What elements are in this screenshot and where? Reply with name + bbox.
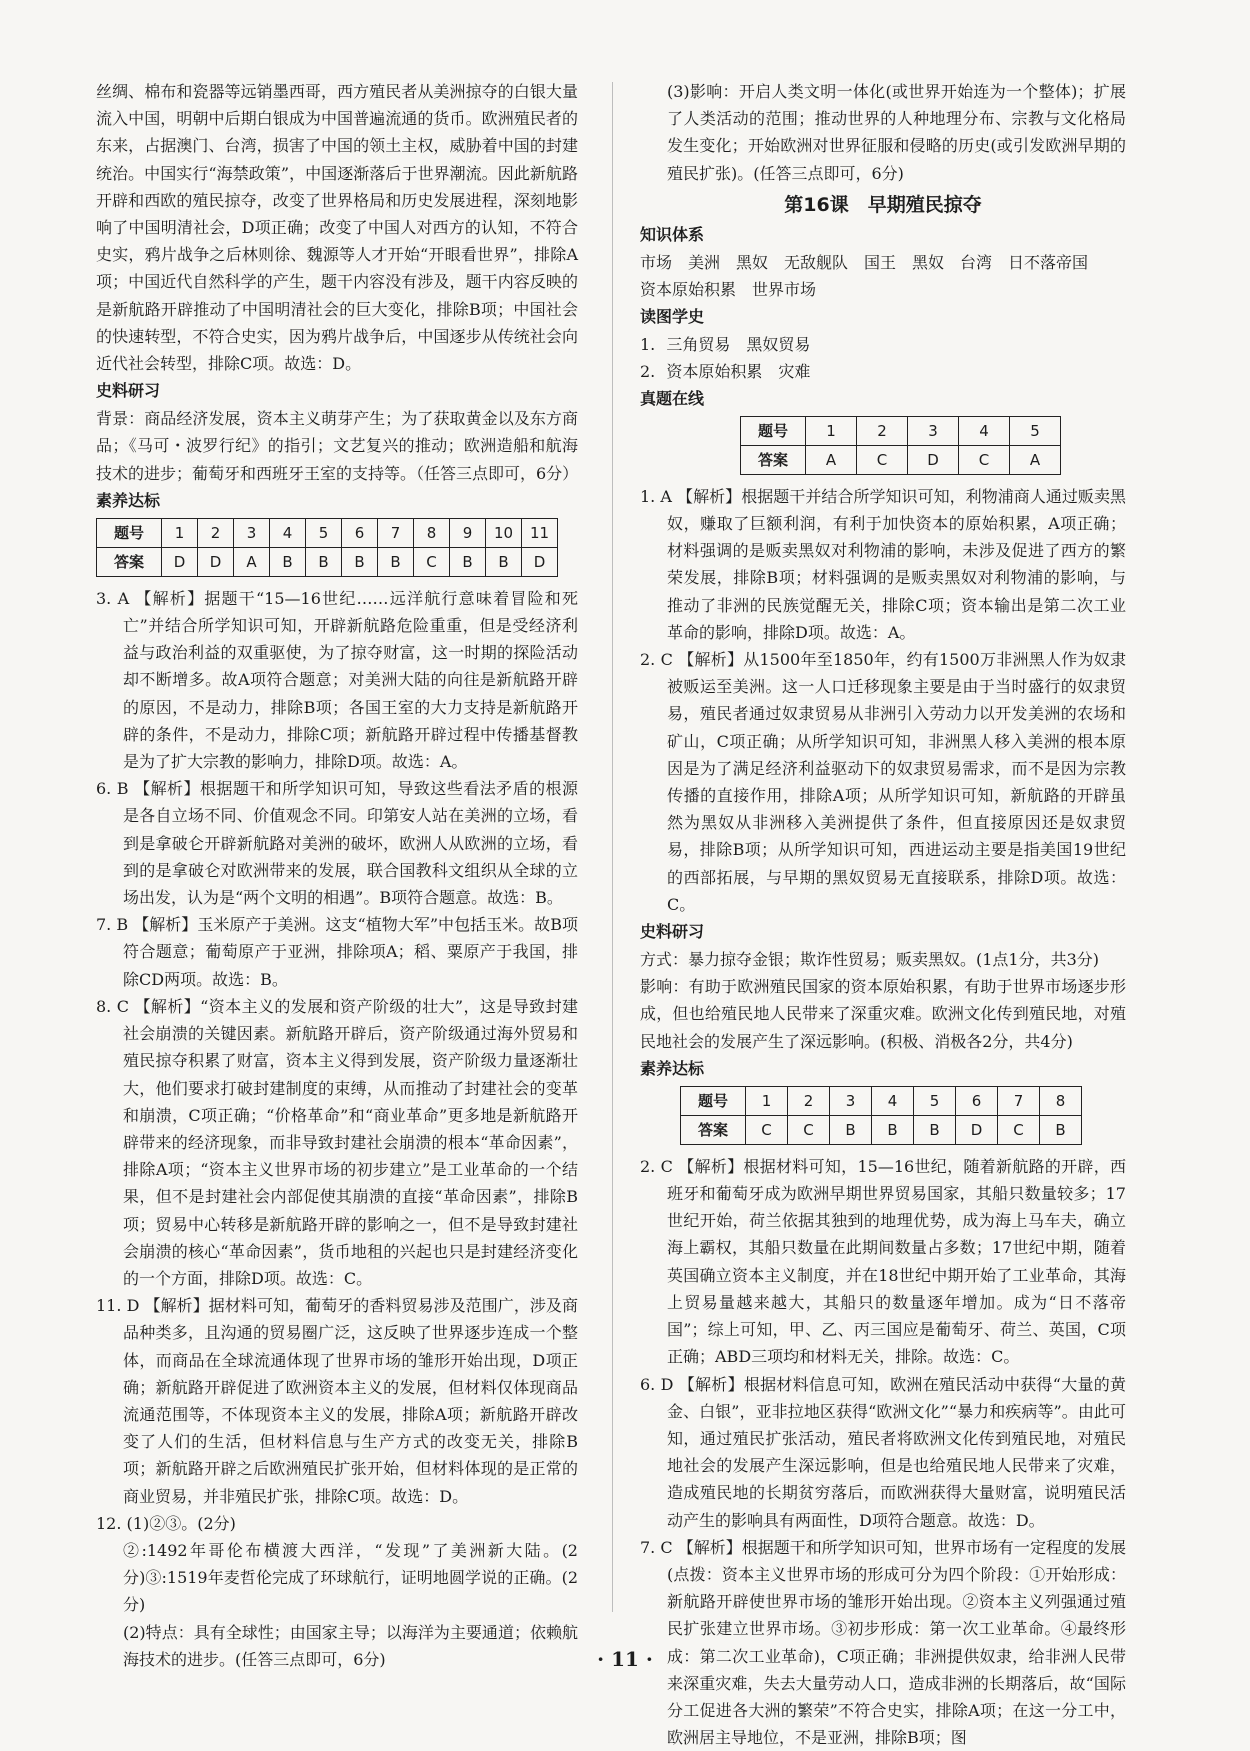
section-heading-shiliao: 史料研习 — [96, 381, 161, 401]
section-heading-dutu: 读图学史 — [640, 306, 705, 326]
table-answer: C — [746, 1115, 788, 1144]
table-answer: B — [486, 547, 522, 576]
table-head-label: 题号 — [97, 518, 162, 547]
table-answer: B — [342, 547, 378, 576]
question-8-explanation: 8. C 【解析】“资本主义的发展和资产阶级的壮大”，这是导致封建社会崩溃的关键因素。新航路开辟后，资产阶级通过海外贸易和殖民掠夺积累了财富，资本主义得到发展，资产阶级力量逐渐壮大，他们要求打破封建制度的束缚，从而推动了封建社会的变革和崩溃，C项正确；“价格革命”和“商业革命”更多地是新航路开辟带来的经济现象，而非导致封建社会崩溃的根本“革命因素”，排除A项；“资本主义世界市场的初步建立”是工业革命的一个结果，但不是封建社会内部促使其崩溃的直接“革命因素”，排除B项；贸易中心转移是新航路开辟的影响之一，但不是导致封建社会崩溃的核心“革命因素”，货币地租的兴起也只是封建经济变化的一个方面，排除D项。故选：C。 — [96, 996, 578, 1288]
question-3-explanation: 3. A 【解析】据题干“15—16世纪……远洋航行意味着冒险和死亡”并结合所学知识可知，开辟新航路危险重重，但是受经济利益与政治利益的双重驱使，为了掠夺财富，这一时期的探险活动却不断增多。故A项符合题意；对美洲大陆的向往是新航路开辟的原因，不是动力，排除B项；各国王室的大力支持是新航路开辟的条件，不是动力，排除C项；新航路开辟过程中传播基督教是为了扩大宗教的影响力，排除D项。故选：A。 — [96, 588, 578, 772]
table-answer: B — [1040, 1115, 1082, 1144]
table-num: 10 — [486, 518, 522, 547]
table-answer: A — [234, 547, 270, 576]
table-answer: C — [414, 547, 450, 576]
table-answer: C — [998, 1115, 1040, 1144]
practice-question-2-explanation: 2. C 【解析】根据材料可知，15—16世纪，随着新航路的开辟，西班牙和葡萄牙成为欧洲早期世界贸易国家，其船只数量较多；17世纪开始，荷兰依据其独到的地理优势，成为海上马车夫，确立海上霸权，其船只数量在此期间数量占多数；17世纪中期，随着英国确立资本主义制度，并在18世纪中期开始了工业革命，其海上贸易量越来越大，其船只的数量逐年增加。成为“日不落帝国”；综上可知，甲、乙、丙三国应是葡萄牙、荷兰、英国，C项正确；ABD三项均和材料无关，排除。故选：C。 — [640, 1156, 1126, 1367]
table-num: 7 — [378, 518, 414, 547]
right-column — [640, 78, 1126, 1751]
table-answer: D — [162, 547, 198, 576]
table-answer: A — [1010, 445, 1061, 474]
table-num: 3 — [830, 1086, 872, 1115]
table-answer: C — [959, 445, 1010, 474]
table-num: 4 — [872, 1086, 914, 1115]
table-num: 5 — [1010, 416, 1061, 445]
exam-question-2-explanation: 2. C 【解析】从1500年至1850年，约有1500万非洲黑人作为奴隶被贩运至美洲。这一人口迁移现象主要是由于当时盛行的奴隶贸易，殖民者通过奴隶贸易从非洲引入劳动力以开发美洲的农场和矿山，C项正确；从所学知识可知，非洲黑人移入美洲的根本原因是为了满足经济利益驱动下的奴隶贸易需求，而不是因为宗教传播的直接作用，排除A项；从所学知识可知，新航路的开辟虽然为黑奴从非洲移入美洲提供了条件，但直接原因还是奴隶贸易，排除B项；从所学知识可知，西进运动主要是指美国19世纪的西部拓展，与早期的黑奴贸易无直接联系，排除D项。故选：C。 — [640, 650, 1126, 914]
table-num: 9 — [450, 518, 486, 547]
table-answer: C — [857, 445, 908, 474]
table-num: 2 — [788, 1086, 830, 1115]
practice-answer-table — [680, 1086, 1082, 1145]
table-num: 7 — [998, 1086, 1040, 1115]
table-answer: B — [450, 547, 486, 576]
shiliao-text: 背景：商品经济发展，资本主义萌芽产生；为了获取黄金以及东方商品；《马可・波罗行纪》的指引；文艺复兴的推动；欧洲造船和航海技术的进步；葡萄牙和西班牙王室的支持等。（任答三点即可，6分） — [96, 409, 579, 483]
lesson-title: 第16课 早期殖民掠夺 — [784, 193, 982, 216]
table-answer: B — [270, 547, 306, 576]
question-12-part2: (2)特点：具有全球性；由国家主导；以海洋为主要通道；依赖航海技术的进步。(任答三点即可，6分) — [123, 1622, 578, 1669]
table-num: 5 — [914, 1086, 956, 1115]
table-num: 1 — [806, 416, 857, 445]
section-heading-zhishi: 知识体系 — [640, 224, 705, 244]
page-number: · 11 · — [597, 1647, 653, 1671]
table-num: 6 — [342, 518, 378, 547]
table-num: 1 — [746, 1086, 788, 1115]
answer-table-header-row — [97, 518, 558, 547]
question-7-explanation: 7. B 【解析】玉米原产于美洲。这支“植物大军”中包括玉米。故B项符合题意；葡萄原产于亚洲，排除项A；稻、粟原产于我国，排除CD两项。故选：B。 — [96, 915, 578, 989]
exam-table-answer-row — [741, 445, 1061, 474]
table-num: 8 — [1040, 1086, 1082, 1115]
table-answer: B — [378, 547, 414, 576]
practice-question-6-explanation: 6. D 【解析】根据材料信息可知，欧洲在殖民活动中获得“大量的黄金、白银”，亚非拉地区获得“欧洲文化”“暴力和疾病等”。由此可知，通过殖民扩张活动，殖民者将欧洲文化传到殖民地，对殖民地社会的发展产生深远影响，但是也给殖民地人民带来了灾难，造成殖民地的长期贫穷落后，而欧洲获得大量财富，说明殖民活动产生的影响具有两面性，D项符合题意。故选：D。 — [640, 1374, 1126, 1530]
intro-paragraph: 丝绸、棉布和瓷器等远销墨西哥，西方殖民者从美洲掠夺的白银大量流入中国，明朝中后期白银成为中国普遍流通的货币。欧洲殖民者的东来，占据澳门、台湾，损害了中国的领土主权，威胁着中国的封建统治。中国实行“海禁政策”，中国逐渐落后于世界潮流。因此新航路开辟和西欧的殖民掠夺，改变了世界格局和历史发展进程，深刻地影响了中国明清社会，D项正确；改变了中国人对西方的认知，不符合史实，鸦片战争之后林则徐、魏源等人才开始“开眼看世界”，排除A项；中国近代自然科学的产生，题干内容没有涉及，题干内容反映的是新航路开辟推动了中国明清社会的巨大变化，排除B项；中国社会的快速转型，不符合史实，因为鸦片战争后，中国逐步从传统社会向近代社会转型，排除C项。故选：D。 — [96, 82, 578, 374]
table-answer: D — [956, 1115, 998, 1144]
practice-table-answer-row — [681, 1115, 1082, 1144]
table-answer: B — [914, 1115, 956, 1144]
map-reading-item-2: 2. 资本原始积累 灾难 — [640, 361, 811, 381]
question-12-part3: (3)影响：开启人类文明一体化(或世界开始连为一个整体)；扩展了人类活动的范围；推动世界的人种地理分布、宗教与文化格局发生变化；开始欧洲对世界征服和侵略的历史(或引发欧洲早期的殖民扩张)。(任答三点即可，6分) — [667, 82, 1126, 183]
practice-question-7-explanation: 7. C 【解析】根据题干和所学知识可知，世界市场有一定程度的发展(点拨：资本主义世界市场的形成可分为四个阶段：①开始形成：新航路开辟使世界市场的雏形开始出现。②资本主义列强通过殖民扩张建立世界市场。③初步形成：第一次工业革命。④最终形成：第二次工业革命)，C项正确；非洲提供奴隶，给非洲人民带来深重灾难，失去大量劳动人口，造成非洲的长期落后，故“国际分工促进各大洲的繁荣”不符合史实，排除A项；在这一分工中，欧洲居主导地位，不是亚洲，排除B项；图 — [640, 1537, 1126, 1748]
shiliao-methods: 方式：暴力掠夺金银；欺诈性贸易；贩卖黑奴。(1点1分，共3分) — [640, 950, 1100, 970]
question-12-part1-detail: ②:1492年哥伦布横渡大西洋，“发现”了美洲新大陆。(2分)③:1519年麦哲伦完成了环球航行，证明地圆学说的正确。(2分) — [123, 1540, 578, 1615]
question-12-part1: 12. (1)②③。(2分) — [96, 1513, 236, 1533]
left-column — [96, 78, 578, 1673]
table-answer: D — [198, 547, 234, 576]
table-num: 5 — [306, 518, 342, 547]
table-num: 8 — [414, 518, 450, 547]
table-answer: D — [522, 547, 558, 576]
question-6-explanation: 6. B 【解析】根据题干和所学知识可知，导致这些看法矛盾的根源是各自立场不同、价值观念不同。印第安人站在美洲的立场，看到是拿破仑开辟新航路对美洲的破坏，欧洲人从欧洲的立场，看到的是拿破仑对欧洲带来的发展，联合国教科文组织从全球的立场出发，认为是“两个文明的相遇”。B项符合题意。故选：B。 — [96, 779, 578, 908]
answer-table-answer-row — [97, 547, 558, 576]
table-num: 2 — [857, 416, 908, 445]
table-answer: D — [908, 445, 959, 474]
knowledge-terms-line1: 市场 美洲 黑奴 无敌舰队 国王 黑奴 台湾 日不落帝国 — [640, 252, 1089, 272]
table-answer: B — [306, 547, 342, 576]
table-answer: C — [788, 1115, 830, 1144]
table-num: 3 — [908, 416, 959, 445]
table-num: 2 — [198, 518, 234, 547]
table-num: 6 — [956, 1086, 998, 1115]
table-head-label: 题号 — [741, 416, 806, 445]
question-11-explanation: 11. D 【解析】据材料可知，葡萄牙的香料贸易涉及范围广，涉及商品种类多，且沟通的贸易圈广泛，这反映了世界逐步连成一个整体，而商品在全球流通体现了世界市场的雏形开始出现，D项正确；新航路开辟促进了欧洲资本主义的发展，但材料仅体现商品流通范围等，不体现资本主义的发展，排除A项；新航路开辟改变了人们的生活，但材料信息与生产方式的改变无关，排除B项；新航路开辟之后欧洲殖民扩张开始，但材料体现的是正常的商业贸易，并非殖民扩张，排除C项。故选：D。 — [96, 1296, 578, 1506]
table-answer: B — [872, 1115, 914, 1144]
table-num: 11 — [522, 518, 558, 547]
section-heading-suyang-right: 素养达标 — [640, 1058, 705, 1078]
section-heading-zhenti: 真题在线 — [640, 388, 705, 408]
map-reading-item-1: 1. 三角贸易 黑奴贸易 — [640, 334, 811, 354]
practice-table-header-row — [681, 1086, 1082, 1115]
table-num: 4 — [959, 416, 1010, 445]
exam-table-header-row — [741, 416, 1061, 445]
shiliao-impact: 影响：有助于欧洲殖民国家的资本原始积累，有助于世界市场逐步形成，但也给殖民地人民带来了深重灾难。欧洲文化传到殖民地，对殖民地社会的发展产生了深远影响。(积极、消极各2分，共4分) — [640, 977, 1126, 1051]
exam-question-1-explanation: 1. A 【解析】根据题干并结合所学知识可知，利物浦商人通过贩卖黑奴，赚取了巨额利润，有利于加快资本的原始积累，A项正确；材料强调的是贩卖黑奴对利物浦的影响，未涉及促进了西方的繁荣发展，排除B项；材料强调的是贩卖黑奴对利物浦的影响，与推动了非洲的民族觉醒无关，排除C项；资本输出是第二次工业革命的影响，排除D项。故选：A。 — [640, 486, 1126, 642]
knowledge-terms-line2: 资本原始积累 世界市场 — [640, 279, 817, 299]
table-answer: B — [830, 1115, 872, 1144]
table-answer: A — [806, 445, 857, 474]
table-ans-label: 答案 — [681, 1115, 746, 1144]
table-num: 4 — [270, 518, 306, 547]
table-head-label: 题号 — [681, 1086, 746, 1115]
answer-table — [96, 518, 558, 577]
section-heading-shiliao-right: 史料研习 — [640, 922, 705, 942]
column-divider — [612, 82, 613, 1612]
exam-answer-table — [740, 416, 1061, 475]
table-ans-label: 答案 — [741, 445, 806, 474]
table-num: 1 — [162, 518, 198, 547]
section-heading-suyang: 素养达标 — [96, 490, 161, 510]
table-ans-label: 答案 — [97, 547, 162, 576]
table-num: 3 — [234, 518, 270, 547]
